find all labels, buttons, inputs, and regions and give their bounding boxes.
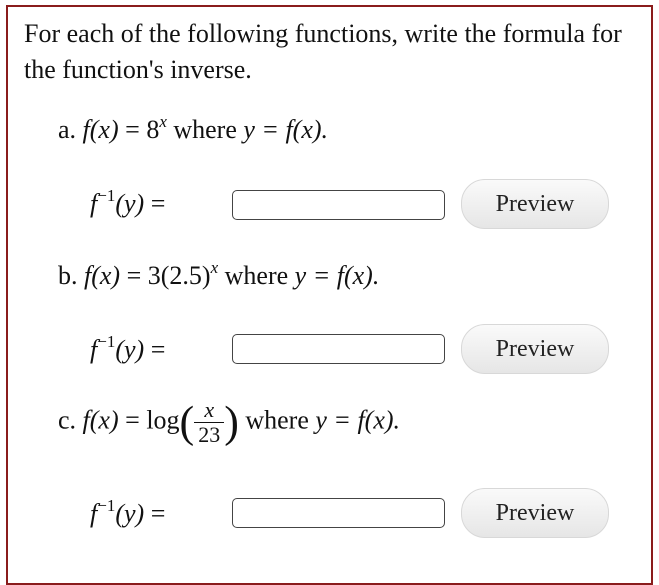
y-definition: y = f(x). bbox=[315, 405, 401, 435]
equals-sign: = bbox=[125, 115, 140, 144]
answer-equals: = bbox=[150, 189, 166, 218]
function-exponent: x bbox=[210, 258, 219, 277]
function-base: 8 bbox=[146, 115, 160, 144]
function-exponent: x bbox=[159, 112, 167, 131]
problem-label: c. bbox=[58, 405, 77, 435]
answer-equals: = bbox=[150, 335, 166, 364]
left-paren: ( bbox=[179, 397, 195, 447]
inverse-superscript: −1 bbox=[97, 186, 116, 205]
right-paren: ) bbox=[224, 397, 239, 447]
fraction-denominator: 23 bbox=[198, 422, 221, 448]
inverse-function-name: f bbox=[90, 499, 98, 528]
equals-sign: = bbox=[125, 405, 140, 435]
preview-button-c[interactable]: Preview bbox=[461, 488, 609, 538]
fraction-numerator: x bbox=[194, 398, 224, 423]
problem-c-answer-label bbox=[90, 496, 165, 529]
inverse-function-name: f bbox=[90, 335, 98, 364]
problem-c-statement bbox=[58, 398, 400, 447]
equals-sign: = bbox=[126, 261, 142, 290]
y-definition: y = f(x). bbox=[243, 115, 329, 144]
inverse-argument: (y) bbox=[115, 189, 145, 218]
problem-b-statement bbox=[58, 258, 379, 291]
problem-a-answer-label bbox=[90, 186, 165, 219]
problem-b-answer-label bbox=[90, 332, 165, 365]
fraction bbox=[194, 398, 224, 447]
where-text: where bbox=[245, 405, 309, 435]
function-lhs: f(x) bbox=[82, 405, 119, 435]
inverse-argument: (y) bbox=[115, 499, 145, 528]
problem-a-statement bbox=[58, 112, 328, 145]
function-lhs: f(x) bbox=[84, 261, 121, 290]
answer-input-b[interactable] bbox=[232, 334, 445, 364]
inverse-superscript: −1 bbox=[97, 332, 116, 351]
where-text: where bbox=[224, 261, 289, 290]
inverse-argument: (y) bbox=[115, 335, 145, 364]
function-lhs: f(x) bbox=[82, 115, 119, 144]
function-base: 3(2.5) bbox=[147, 261, 211, 290]
preview-button-a[interactable]: Preview bbox=[461, 179, 609, 229]
answer-equals: = bbox=[150, 499, 166, 528]
answer-input-a[interactable] bbox=[232, 190, 445, 220]
answer-input-c[interactable] bbox=[232, 498, 445, 528]
where-text: where bbox=[173, 115, 237, 144]
y-definition: y = f(x). bbox=[294, 261, 380, 290]
inverse-function-name: f bbox=[90, 189, 98, 218]
inverse-superscript: −1 bbox=[97, 496, 116, 515]
instructions-text: For each of the following functions, write the formula for the function's inverse. bbox=[24, 19, 622, 84]
preview-button-b[interactable]: Preview bbox=[461, 324, 609, 374]
problem-label: a. bbox=[58, 115, 77, 144]
log-operator: log bbox=[146, 405, 180, 435]
problem-label: b. bbox=[58, 261, 78, 290]
